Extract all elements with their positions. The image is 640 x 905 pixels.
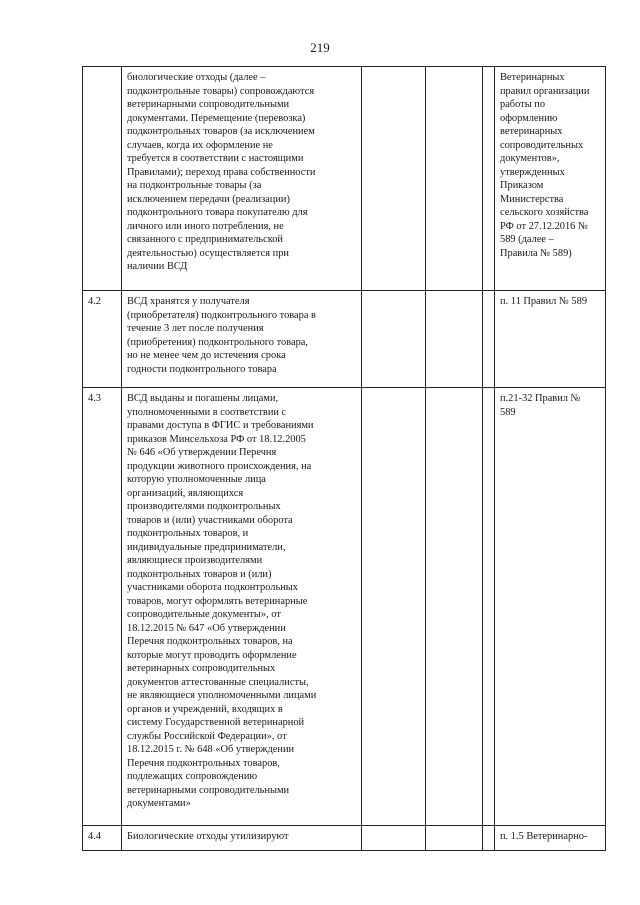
- legal-reference: [495, 67, 606, 291]
- text-line: Биологические отходы утилизируют: [127, 831, 289, 842]
- text-line: приказов Минсельхоза РФ от 18.12.2005: [127, 433, 306, 445]
- text-line: документов»,: [500, 153, 560, 164]
- text-line: исключением передачи (реализации): [127, 193, 290, 205]
- requirement-text: [122, 826, 362, 851]
- text-line: сопроводительных: [500, 139, 584, 151]
- text-line: 18.12.2015 г. № 648 «Об утверждении: [127, 744, 295, 755]
- text-line: (приобретения) подконтрольного товара,: [127, 336, 308, 348]
- row-number: 4.2: [83, 291, 122, 388]
- text-line: не являющиеся уполномоченными лицами: [127, 690, 317, 701]
- text-line: п.21-32 Правил №: [500, 393, 581, 404]
- text-line: работы по: [500, 99, 546, 110]
- text-line: документов аттестованные специалисты,: [127, 676, 309, 688]
- text-line: ветеринарными сопроводительными: [127, 784, 290, 796]
- legal-reference: [495, 291, 606, 388]
- legal-reference: [495, 388, 606, 826]
- text-line: которые могут проводить оформление: [127, 649, 297, 661]
- empty-cell: [362, 826, 426, 851]
- legal-reference: [495, 826, 606, 851]
- text-line: индивидуальные предприниматели,: [127, 541, 286, 553]
- text-line: организаций, являющихся: [127, 487, 244, 499]
- text-line: службы Российской Федерации», от: [127, 730, 287, 742]
- text-line: производителями подконтрольных: [127, 501, 281, 512]
- row-number: [83, 67, 122, 291]
- text-line: правил организации: [500, 85, 590, 97]
- text-line: подконтрольных товаров, и: [127, 528, 249, 539]
- text-line: документами. Перемещение (перевозка): [127, 112, 306, 124]
- text-line: участниками оборота подконтрольных: [127, 582, 298, 593]
- text-line: течение 3 лет после получения: [127, 323, 264, 334]
- text-line: (приобретателя) подконтрольного товара в: [127, 309, 316, 321]
- text-line: 589 (далее –: [500, 234, 554, 245]
- text-line: 589: [500, 406, 516, 418]
- text-line: № 646 «Об утверждении Перечня: [127, 447, 277, 458]
- table-row: [83, 388, 606, 826]
- table-row: [83, 291, 606, 388]
- empty-cell: [426, 388, 483, 826]
- text-line: РФ от 27.12.2016 №: [500, 220, 588, 232]
- empty-cell: [483, 291, 495, 388]
- text-line: сельского хозяйства: [500, 207, 589, 218]
- text-line: товаров, могут оформлять ветеринарные: [127, 595, 308, 607]
- text-line: товаров и (или) участниками оборота: [127, 514, 293, 526]
- text-line: подконтрольных товаров и (или): [127, 568, 272, 580]
- empty-cell: [362, 67, 426, 291]
- empty-cell: [362, 291, 426, 388]
- empty-cell: [483, 67, 495, 291]
- text-line: продукции животного происхождения, на: [127, 460, 312, 472]
- row-number: 4.4: [83, 826, 122, 851]
- text-line: Приказом: [500, 180, 544, 191]
- text-line: ВСД хранятся у получателя: [127, 296, 250, 307]
- table-row: [83, 826, 606, 851]
- text-line: п. 1.5 Ветеринарно-: [500, 831, 588, 842]
- text-line: ветеринарных сопроводительных: [127, 663, 276, 674]
- text-line: утвержденных: [500, 166, 565, 178]
- text-line: Перечня подконтрольных товаров,: [127, 757, 280, 769]
- requirement-text: [122, 388, 362, 826]
- text-line: п. 11 Правил № 589: [500, 296, 588, 307]
- row-number: 4.3: [83, 388, 122, 826]
- text-line: требуется в соответствии с настоящими: [127, 153, 304, 164]
- text-line: личного или иного потребления, не: [127, 220, 284, 232]
- text-line: наличии ВСД: [127, 261, 188, 272]
- empty-cell: [426, 826, 483, 851]
- text-line: 18.12.2015 № 647 «Об утверждении: [127, 622, 286, 634]
- empty-cell: [426, 67, 483, 291]
- text-line: связанного с предпринимательской: [127, 234, 283, 245]
- text-line: годности подконтрольного товара: [127, 363, 277, 375]
- text-line: деятельностью) осуществляется при: [127, 247, 289, 259]
- text-line: Правилами); переход права собственности: [127, 166, 316, 178]
- text-line: оформлению: [500, 112, 558, 124]
- empty-cell: [483, 388, 495, 826]
- text-line: ветеринарными сопроводительными: [127, 99, 290, 110]
- page-number: 219: [310, 40, 330, 55]
- text-line: правами доступа в ФГИС и требованиями: [127, 420, 314, 431]
- text-line: подконтрольные товары) сопровождаются: [127, 85, 315, 97]
- text-line: на подконтрольные товары (за: [127, 180, 262, 191]
- text-line: органов и учреждений, входящих в: [127, 703, 283, 715]
- text-line: Министерства: [500, 193, 564, 205]
- text-line: уполномоченными в соответствии с: [127, 406, 287, 418]
- text-line: Правила № 589): [500, 247, 572, 259]
- requirements-table: [82, 66, 606, 851]
- text-line: которую уполномоченные лица: [127, 474, 266, 485]
- text-line: ВСД выданы и погашены лицами,: [127, 393, 279, 404]
- empty-cell: [362, 388, 426, 826]
- text-line: ветеринарных: [500, 126, 563, 137]
- text-line: документами»: [127, 798, 191, 809]
- text-line: сопроводительные документы», от: [127, 609, 281, 620]
- empty-cell: [483, 826, 495, 851]
- empty-cell: [426, 291, 483, 388]
- requirement-text: [122, 291, 362, 388]
- text-line: систему Государственной ветеринарной: [127, 717, 305, 728]
- text-line: Ветеринарных: [500, 72, 565, 83]
- text-line: подконтрольных товаров (за исключением: [127, 126, 315, 137]
- text-line: случаев, когда их оформление не: [127, 139, 273, 151]
- text-line: Перечня подконтрольных товаров, на: [127, 636, 293, 647]
- text-line: являющиеся производителями: [127, 555, 263, 566]
- requirement-text: [122, 67, 362, 291]
- text-line: биологические отходы (далее –: [127, 72, 266, 83]
- text-line: но не менее чем до истечения срока: [127, 350, 286, 361]
- table-row: [83, 67, 606, 291]
- text-line: подконтрольного товара покупателю для: [127, 207, 308, 218]
- text-line: подлежащих сопровождению: [127, 771, 258, 782]
